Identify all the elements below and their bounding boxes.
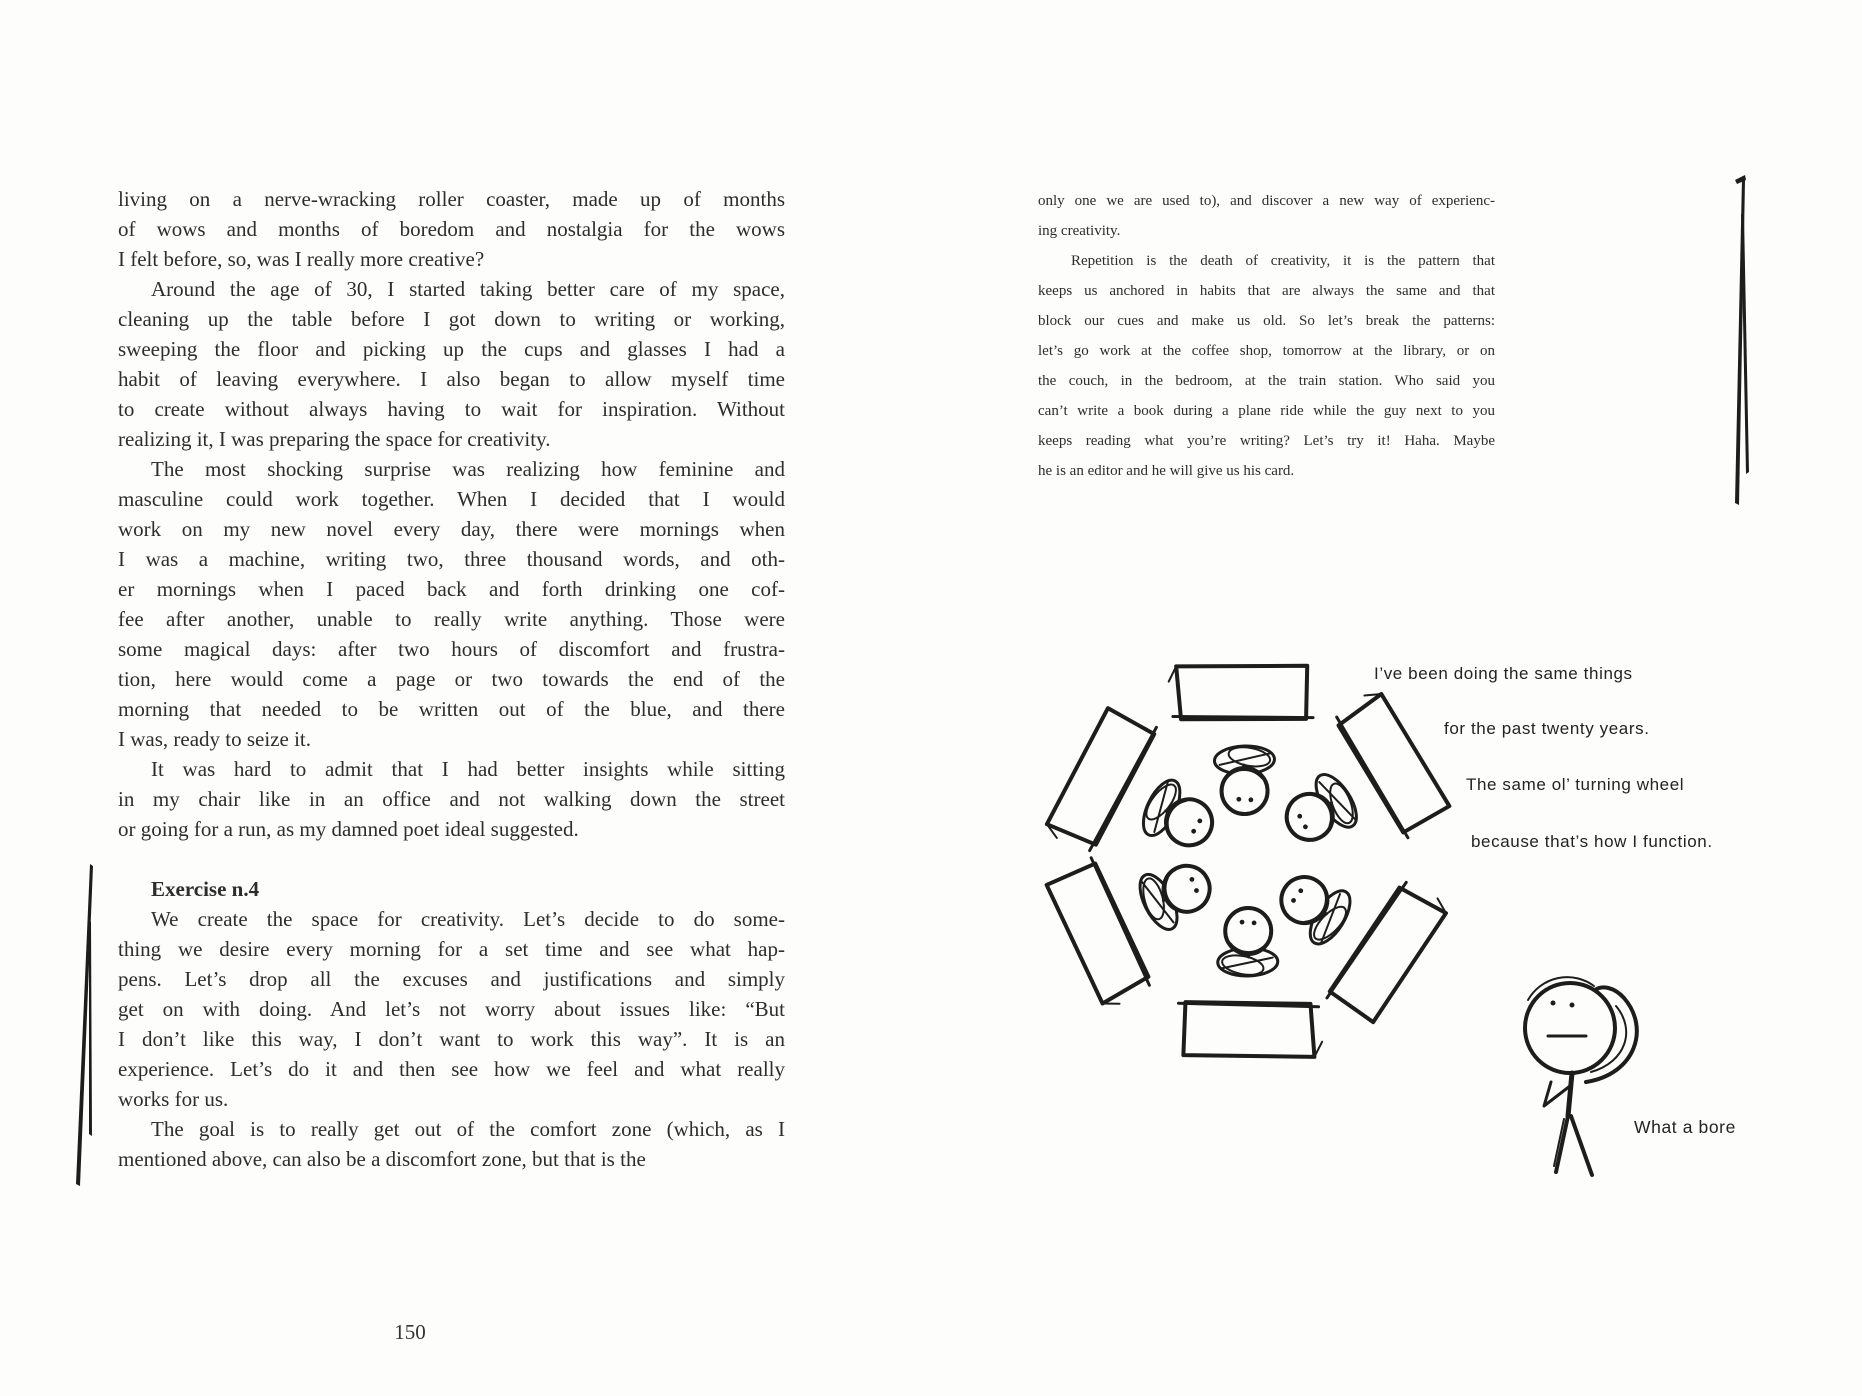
text-line: Repetition is the death of creativity, it is the pattern that [1071,253,1495,269]
pen-stroke [89,920,92,1136]
text-line: to create without always having to wait for inspiration. Without [118,397,785,421]
text-line: tion, here would come a page or two towards the end of the [118,667,785,691]
text-line: keeps us anchored in habits that are always the same and that [1038,283,1495,299]
text-line: masculine could work together. When I decided that I would [118,487,785,511]
body [1568,1073,1572,1116]
what-a-bore-caption: What a bore [1634,1117,1736,1137]
text-line: I don’t like this way, I don’t want to work this way”. It is an [118,1027,785,1051]
stick-figure-illustration [1498,956,1698,1196]
eye-dot [1551,1001,1556,1006]
text-line: can’t write a book during a plane ride while the guy next to you [1038,403,1495,419]
figure-head [1525,983,1615,1073]
text-line: the couch, in the bedroom, at the train station. Who said you [1038,373,1495,389]
pen-stroke [1741,214,1749,474]
text-line: in my chair like in an office and not walking down the street [118,787,785,811]
text-line: The goal is to really get out of the comfort zone (which, as I [151,1117,785,1141]
margin-stroke-right [1722,172,1762,512]
text-line: Exercise n.4 [151,877,260,901]
turning-wheel-desks-illustration [1035,648,1465,1073]
text-line: Around the age of 30, I started taking better care of my space, [151,277,785,301]
right-leg [1571,1116,1592,1175]
text-line: or going for a run, as my damned poet ideal suggested. [118,817,579,841]
text-line: work on my new novel every day, there were mornings when [118,517,785,541]
text-line: ing creativity. [1038,223,1121,239]
text-line: experience. Let’s do it and then see how we feel and what really [118,1057,785,1081]
text-line: get on with doing. And let’s not worry about issues like: “But [118,997,785,1021]
text-line: I felt before, so, was I really more creative? [118,247,485,271]
text-line: I was a machine, writing two, three thousand words, and oth- [118,547,785,571]
left-arm [1544,1082,1570,1106]
text-line: cleaning up the table before I got down to writing or working, [118,307,785,331]
left-page-column [118,184,785,1174]
illustration-caption-line-3: The same ol’ turning wheel [1466,775,1685,794]
text-line: of wows and months of boredom and nostalgia for the wows [118,217,785,241]
text-line: thing we desire every morning for a set time and see what hap- [118,937,785,961]
illustration-caption-line-1: I’ve been doing the same things [1374,664,1633,683]
illustration-caption-line-2: for the past twenty years. [1444,719,1650,738]
margin-stroke-left [68,858,108,1193]
text-line: realizing it, I was preparing the space for creativity. [118,427,551,451]
eye-dot [1570,1003,1575,1008]
text-line: We create the space for creativity. Let’s decide to do some- [151,907,785,931]
right-page-column [1038,186,1495,486]
text-line: works for us. [118,1087,229,1111]
text-line: let’s go work at the coffee shop, tomorrow at the library, or on [1038,343,1495,359]
text-line: morning that needed to be written out of the blue, and there [118,697,785,721]
illustration-caption-line-4: because that’s how I function. [1471,832,1713,851]
text-line: block our cues and make us old. So let’s break the patterns: [1038,313,1495,329]
text-line: pens. Let’s drop all the excuses and justifications and simply [118,967,785,991]
text-line: living on a nerve-wracking roller coaster, made up of months [118,187,785,211]
text-line: The most shocking surprise was realizing how feminine and [151,457,785,481]
text-line: It was hard to admit that I had better insights while sitting [151,757,785,781]
text-line: mentioned above, can also be a discomfort zone, but that is the [118,1147,646,1171]
text-line: I was, ready to seize it. [118,727,312,751]
page-number: 150 [394,1320,426,1344]
text-line: habit of leaving everywhere. I also began to allow myself time [118,367,785,391]
text-line: sweeping the floor and picking up the cups and glasses I had a [118,337,785,361]
text-line: er mornings when I paced back and forth drinking one cof- [118,577,785,601]
text-line: fee after another, unable to really write anything. Those were [118,607,785,631]
text-line: he is an editor and he will give us his card. [1038,463,1295,479]
text-line [118,844,785,874]
text-line: some magical days: after two hours of discomfort and frustra- [118,637,785,661]
text-line: only one we are used to), and discover a new way of experienc- [1038,193,1495,209]
text-line: keeps reading what you’re writing? Let’s try it! Haha. Maybe [1038,433,1495,449]
